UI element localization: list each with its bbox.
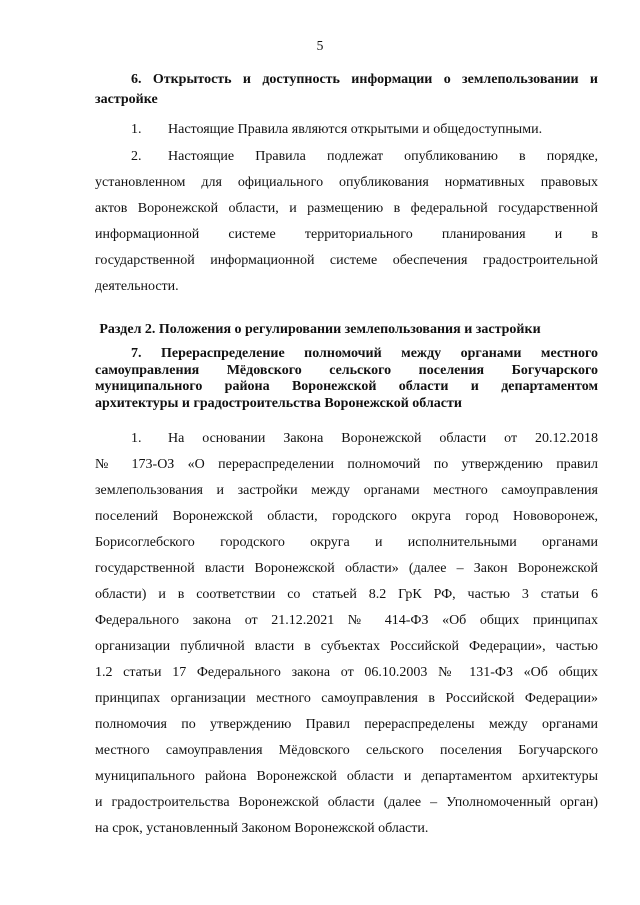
item-number: 2.	[131, 149, 142, 164]
paragraph-line: организации публичной власти в субъектах Российской Федерации», частью	[95, 639, 598, 654]
section-6-heading-line: застройке	[95, 92, 158, 107]
section-7-heading-line: муниципального района Воронежской области и департаментом	[95, 379, 598, 394]
section-6-heading-line: 6. Открытость и доступность информации о землепользовании и	[131, 72, 598, 87]
page-number: 5	[316, 38, 324, 53]
item-text: Настоящие Правила являются открытыми и общедоступными.	[168, 122, 543, 137]
paragraph-line: на срок, установленный Законом Воронежской области.	[95, 821, 429, 836]
paragraph-line: государственной информационной системе обеспечения градостроительной	[95, 253, 598, 268]
item-number: 1.	[131, 431, 142, 446]
paragraph-line: информационной системе территориального планирования и в	[95, 227, 598, 242]
paragraph-line: муниципального района Воронежской области и департаментом архитектуры	[95, 769, 598, 784]
paragraph-line: Федерального закона от 21.12.2021 № 414-ФЗ «Об общих принципах	[95, 613, 598, 628]
paragraph-line: 1.2 статьи 17 Федерального закона от 06.10.2003 № 131-ФЗ «Об общих	[95, 665, 598, 680]
paragraph-line: актов Воронежской области, и размещению в федеральной государственной	[95, 201, 598, 216]
paragraph-line: На основании Закона Воронежской области от 20.12.2018	[168, 431, 598, 446]
section-7-heading-line: самоуправления Мёдовского сельского поселения Богучарского	[95, 362, 598, 378]
paragraph-line: деятельности.	[95, 279, 179, 294]
paragraph-line: местного самоуправления Мёдовского сельского поселения Богучарского	[95, 743, 598, 758]
part-2-heading: Раздел 2. Положения о регулировании землепользования и застройки	[99, 322, 541, 337]
paragraph-line: полномочия по утверждению Правил перераспределены между органами	[95, 717, 598, 732]
section-7-item-1	[95, 430, 598, 846]
section-6-heading	[95, 70, 598, 110]
section-6-item-2	[95, 148, 598, 304]
paragraph-line: области) и в соответствии со статьей 8.2 ГрК РФ, частью 3 статьи 6	[95, 587, 598, 602]
paragraph-line: принципах организации местного самоуправления в Российской Федерации»	[95, 691, 598, 706]
paragraph-line: государственной власти Воронежской области» (далее – Закон Воронежской	[95, 561, 598, 576]
paragraph-line: и градостроительства Воронежской области (далее – Уполномоченный орган)	[95, 795, 598, 810]
paragraph-line: землепользования и застройки между органами местного самоуправления	[95, 483, 598, 498]
paragraph-line: Борисоглебского городского округа и исполнительными органами	[95, 535, 598, 550]
section-6-item-1	[95, 121, 598, 147]
paragraph-line: установленном для официального опубликования нормативных правовых	[95, 175, 598, 190]
section-7-heading	[95, 346, 598, 412]
item-number: 1.	[131, 122, 142, 137]
section-7-heading-line: 7. Перераспределение полномочий между органами местного	[131, 346, 598, 361]
paragraph-line: Настоящие Правила подлежат опубликованию в порядке,	[168, 149, 598, 164]
paragraph-line: поселений Воронежской области, городского округа город Нововоронеж,	[95, 509, 598, 524]
paragraph-line: № 173-ОЗ «О перераспределении полномочий по утверждению правил	[95, 457, 598, 472]
section-7-heading-line: архитектуры и градостроительства Воронежской области	[95, 395, 462, 411]
